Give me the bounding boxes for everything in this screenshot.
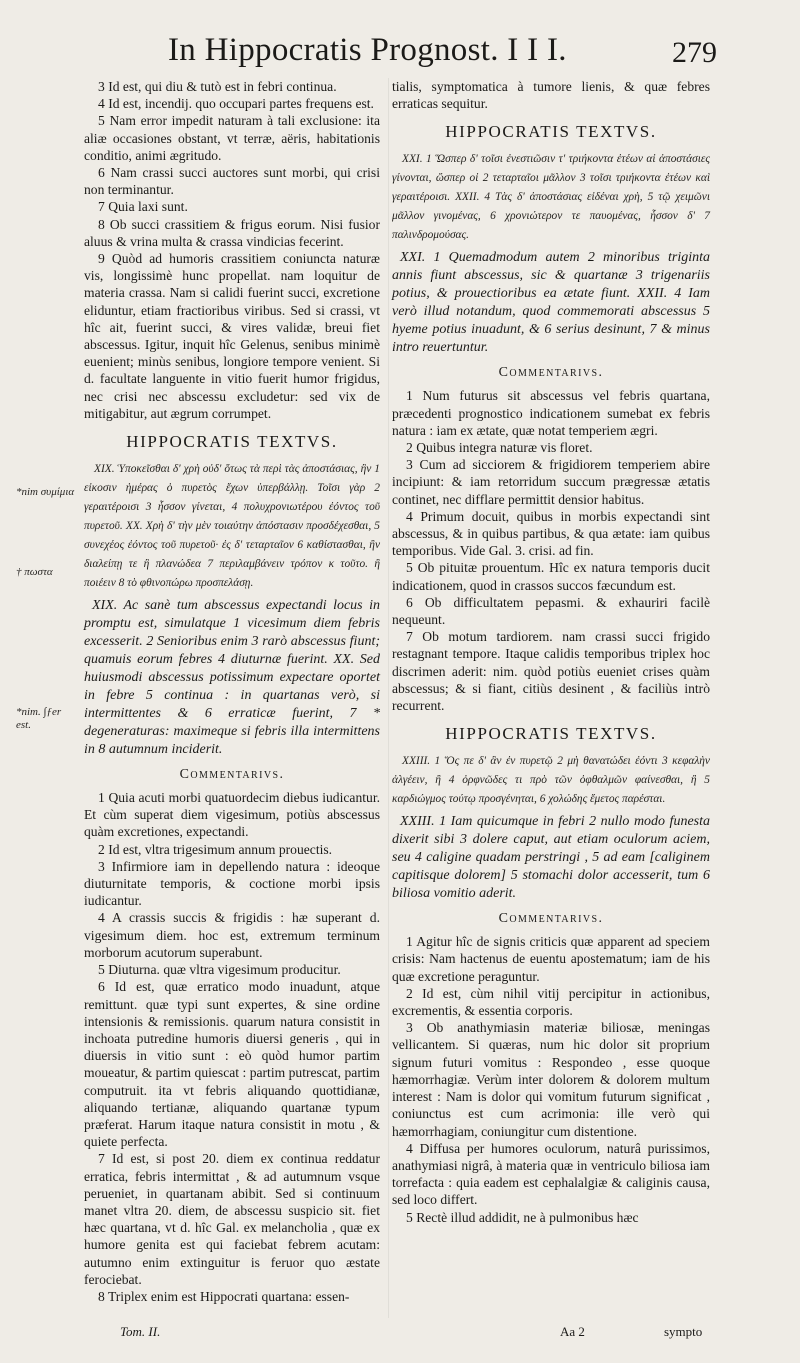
commentary-paragraph: 2 Quibus integra naturæ vis floret. (406, 440, 593, 456)
commentary-paragraph: 4 Id est, incendij. quo occupari partes frequens est. (98, 96, 374, 112)
commentary-paragraph: 4 A crassis succis & frigidis : hæ superant d. vigesimum diem. hoc est, extremum terminum morborum acutorum superabunt. (84, 910, 380, 960)
commentary-paragraph: 6 Ob difficultatem pepasmi. & exhauriri facilè nequeunt. (392, 594, 710, 628)
commentary-paragraph: 8 Ob succi crassitiem & frigus eorum. Nisi fusior aluus & vrina multa & crassa vindicias fecerint. (84, 216, 380, 249)
commentary-paragraph: 1 Quia acuti morbi quatuordecim diebus iudicantur. Et cùm superat diem vigesimum, potiùs abscessus quàm excretiones, expectandi. (84, 790, 380, 840)
commentary-paragraph: 3 Id est, qui diu & tutò est in febri continua. (98, 79, 337, 94)
commentary-paragraph: 3 Cum ad sicciorem & frigidiorem temperiem abire incipiunt: & iam retorridum succum prægressæ ætatis continet, nec difflare permittit densior habitus. (392, 457, 710, 507)
commentary-paragraph: 7 Ob motum tardiorem. nam crassi succi frigido restagnant tempore. Itaque calidis temporibus triplex hoc discrimen aderit: nim. quòd potiùs eueniet crises quàm abscessus; & si fiant, citiùs desinent , & faciliùs intrò recurrent. (392, 629, 710, 714)
commentary-paragraph: 9 Quòd ad humoris crassitiem coniuncta naturæ vis, longissimè hunc propellat. nam loquitur de materia crassa. Nam si calidi fuerint succi, excretione eliduntur, etiam fractioribus viribus. Sed si crassi, vt hîc ait, fuerint succi, & vires validæ, breui fiet abscessus. Igitur, inquit hîc Gelenus, senibus minimè euenient; minùs senibus, longiore tempore venient. Si d. facultate languente in vitio fuerit humor frigidus, nec crisi nec abscessu excludetur: sed vix de mitigabitur, aut ægrum corrumpet. (84, 251, 380, 421)
section-heading: HIPPOCRATIS TEXTVS. (445, 724, 657, 744)
margin-note: *nim συμίμια (16, 486, 75, 498)
right-column (392, 78, 710, 1226)
commentary-heading: Commentarivs. (498, 911, 604, 927)
left-column (84, 78, 380, 1305)
commentary-paragraph: 2 Id est, cùm nihil vitij percipitur in actionibus, excrementis, & essentia corporis. (392, 985, 710, 1019)
commentary-paragraph: 4 Primum docuit, quibus in morbis expectandi sint abscessus, & in quibus partibus, & qua ætate: iam quibus temporibus. Vide Gal. 3. crisi. ad fin. (392, 508, 710, 559)
section-heading: HIPPOCRATIS TEXTVS. (445, 122, 657, 142)
commentary-paragraph: 1 Num futurus sit abscessus vel febris quartana, præcedenti prognostico indicationem sumebat ex febris natura : iam ex ætate, quæ notat temperiem ægri. (392, 388, 710, 438)
commentary-paragraph: 7 Id est, si post 20. diem ex continua reddatur erratica, febris intermittat , & ad autumnum vsque perueniet, in quartanam abibit. Sed si continuum manet vltra 20. diem, de abscessu suspicio sit. fiet hæc quartana, vt d. hîc Gal. ex melancholia , quæ ex humore genita est qui faciebat febrem acutam: autumno enim extinguitur is feruor quo æstate ferociebat. (84, 1151, 380, 1287)
commentary-paragraph: 5 Ob pituitæ prouentum. Hîc ex natura temporis ducit indicationem, quod in crassos succos fæcundum est. (392, 560, 710, 593)
commentary-paragraph: 3 Infirmiore iam in depellendo natura : ideoque diuturnitate temporis, & coctione morbi ipsis iudicantur. (84, 858, 380, 909)
commentary-paragraph: 3 Ob anathymiasin materiæ biliosæ, meningas vellicantem. Si quæras, num hic dolor sit proprium signum futuri vomitus : Respondeo , esse quoque hæmorrhagiæ. Verùm inter dolorem & dolorem multum interest : Nam is dolor qui vomitum futurum significat , coniunctus est cum acrimonia: ille verò qui hæmorrhagiam, coniungitur cum distentione. (392, 1020, 710, 1139)
signature-mark: Aa 2 (560, 1324, 585, 1339)
margin-note: † πωστα (16, 566, 53, 578)
volume-mark: Tom. II. (120, 1324, 161, 1339)
commentary-heading: Commentarivs. (498, 365, 604, 381)
catchword: sympto (664, 1324, 703, 1339)
commentary-paragraph: 8 Triplex enim est Hippocrati quartana: essen- (98, 1288, 350, 1304)
commentary-paragraph: 5 Rectè illud addidit, ne à pulmonibus hæc (406, 1209, 639, 1225)
commentary-paragraph: 4 Diffusa per humores oculorum, naturâ purissimos, anathymiasi nigrâ, à materia quæ in ventriculo biliosa iam torrefacta : quia eadem est cephalalgiæ & caliginis causa, sed loco differt. (392, 1140, 710, 1208)
greek-text: XXI. 1 Ὥσπερ δ' τοῖσι ἐνεστιῶσιν τ' τριήκοντα ἐτέων αἱ ἀποστάσιες γίνονται, ὥσπερ οἱ 2 τεταρταῖοι μᾶλλον 3 τοῖσι τριήκοντα ἐτέων καὶ γεραιτέροισι. XXII. 4 Τὰς δ' ἀποστάσιας εἰδέναι χρὴ, 5 τῷ χειμῶνι μᾶλλον γινομένας, 6 χρονιώτερον τε παυομένας, ἧσσον δ' 7 παλινδρομούσας. (392, 153, 710, 242)
commentary-paragraph: 7 Quia laxi sunt. (98, 199, 188, 215)
greek-text: XIX. Ὑποκεῖσθαι δ' χρὴ οὐδ' ὅτως τὰ περὶ τὰς ἀποστάσιας, ἢν 1 εἰκοσιν ἡμέρας ὁ πυρετὸς ἔχων ὑπερβάλλῃ. Τοῖσι γὰρ 2 γεραιτέροισι 3 ἧσσον γίνεται, 4 πολυχρονιωτέρου ἐόντος τοῦ πυρετοῦ. XX. Χρὴ δ' τὴν μὲν τοιαύτην ἀπόστασιν προσδέχεσθαι, 5 συνεχέος ἐόντος τοῦ πυρετοῦ· ἐς δ' τεταρταῖον 6 καθίστασθαι, ἢν διαλείπῃ τε ἢ πλανώδεα 7 περιλαμβάνειν τρόπον κ τοῦτο. ἢ ποιέειν 8 τὸ φθινοπώρω προσπελάσῃ. (84, 463, 380, 590)
section-heading: HIPPOCRATIS TEXTVS. (126, 432, 338, 452)
commentary-heading: Commentarivs. (179, 767, 285, 783)
margin-note: *nim. ∫ƒer est. (16, 706, 62, 731)
commentary-paragraph: 5 Diuturna. quæ vltra vigesimum producitur. (98, 962, 341, 978)
commentary-paragraph: 6 Id est, quæ erratico modo inuadunt, atque remittunt. quæ typi sunt expertes, & sine ordine intensionis & remissionis. quarum natura consistit in inchoata putredine humoris diuersi generis , qui in diuersis in vitio sunt : eò quòd humor partim moueatur, & partim quiescat : partim putrescat, partim computruit. ita vt febris aliquando quottidianæ, aliquando tertianæ, aliquando quartanæ typum præferat. Harum itaque natura consistit in motu , & quiete perfecta. (84, 979, 380, 1150)
page-number: 279 (672, 36, 717, 69)
commentary-paragraph: 5 Nam error impedit naturam à tali exclusione: ita aliæ occasiones obstant, vt terræ, aëris, habitationis conditio, animi ægritudo. (84, 113, 380, 163)
commentary-paragraph: 1 Agitur hîc de signis criticis quæ apparent ad speciem crisis: Nam hactenus de euentu apostematum; iam de his quæ excretione peraguntur. (392, 934, 710, 984)
greek-text: XXIII. 1 Ὅς πε δ' ἂν ἐν πυρετῷ 2 μὴ θανατώδει ἐόντι 3 κεφαλὴν ἀλγέειν, ἢ 4 ὀρφνῶδες τι πρὸ τῶν ὀφθαλμῶν φαίνεσθαι, ἢ 5 καρδιώγμος τούτῳ προσγένηται, 6 χολώδης ἔμετος παρέσται. (392, 755, 710, 806)
column-gutter (388, 78, 389, 1318)
latin-text: XXIII. 1 Iam quicumque in febri 2 nullo modo funesta dixerit sibi 3 dolere caput, aut etiam oculorum aciem, seu 4 caligine quadam perstringi , 5 ad eam [caliginem capitisque dolorem] 5 stomachi dolor accesserit, tum 6 biliosa vomitio aderit. (392, 814, 710, 902)
running-head: In Hippocratis Prognost. I I I. (168, 32, 567, 68)
commentary-paragraph: 2 Id est, vltra trigesimum annum prouectis. (98, 841, 333, 857)
latin-text: XIX. Ac sanè tum abscessus expectandi locus in promptu est, simulatque 1 vicesimum diem febris excesserit. 2 Senioribus enim 3 rarò abscessus fiunt; quamuis eorum febres 4 diuturnæ fuerint. XX. Sed huiusmodi abscessus potissimum expectare oportet in febre 5 continua : in quartanas verò, si intermittentes & 6 erraticæ fuerint, 7 * degeneraturas: maximeque si febris illa intermittens in 8 autumnum inciderit. (84, 598, 380, 758)
latin-text: XXI. 1 Quemadmodum autem 2 minoribus triginta annis fiunt abscessus, sic & quartanæ 3 trigenariis potius, & prouectioribus ea ætate fiunt. XXII. 4 Iam verò illud notandum, quod commemorati abscessus 5 hyeme potius inuadunt, & 6 serius desinunt, 7 & minus intro reuertuntur. (392, 250, 710, 356)
commentary-paragraph: 6 Nam crassi succi auctores sunt morbi, qui crisi non terminantur. (84, 165, 380, 198)
commentary-paragraph: tialis, symptomatica à tumore lienis, & quæ febres erraticas sequitur. (392, 79, 710, 112)
